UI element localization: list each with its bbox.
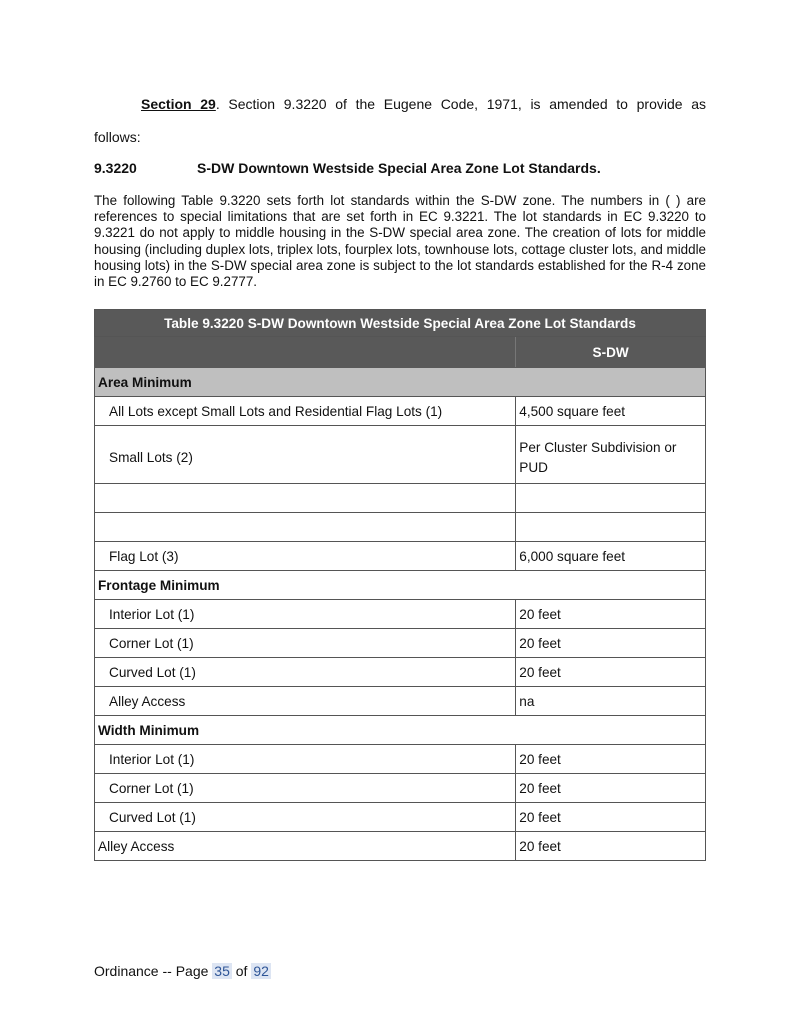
- section-label-width-minimum: Width Minimum: [95, 716, 706, 745]
- section-title: S-DW Downtown Westside Special Area Zone Lot Standards.: [197, 160, 601, 176]
- row-label: Curved Lot (1): [95, 803, 516, 832]
- row-label: [95, 484, 516, 513]
- column-header-sdw: S-DW: [516, 337, 706, 368]
- table-section-row: [95, 368, 706, 397]
- table-row-empty: [95, 484, 706, 513]
- intro-line-2: follows:: [94, 129, 141, 145]
- row-label: Alley Access: [95, 687, 516, 716]
- page-footer: [94, 963, 271, 979]
- table-row: [95, 542, 706, 571]
- row-label: [95, 513, 516, 542]
- row-value: 20 feet: [516, 803, 706, 832]
- row-label: Corner Lot (1): [95, 629, 516, 658]
- row-label: Curved Lot (1): [95, 658, 516, 687]
- body-paragraph: The following Table 9.3220 sets forth lot standards within the S-DW zone. The numbers in ( ) are references to special limitations that are set forth in EC 9.3221. The lot standards in EC 9.3220 to 9.3221 do not apply to middle housing in the S-DW special area zone. The creation of lots for middle housing (including duplex lots, triplex lots, fourplex lots, townhouse lots, cottage cluster lots, and middle housing lots) in the S-DW special area zone is subject to the lot standards established for the R-4 zone in EC 9.2760 to EC 9.2777.: [94, 193, 706, 290]
- section-label-frontage-minimum: Frontage Minimum: [95, 571, 706, 600]
- intro-text: [94, 94, 706, 147]
- row-value: [516, 484, 706, 513]
- table-row: [95, 803, 706, 832]
- table-row: [95, 774, 706, 803]
- table-section-row: [95, 571, 706, 600]
- row-label: Small Lots (2): [95, 426, 516, 484]
- row-value: 20 feet: [516, 658, 706, 687]
- lot-standards-table: [94, 309, 706, 861]
- section-heading: [94, 160, 601, 176]
- table-row: [95, 687, 706, 716]
- footer-page-number: 35: [214, 963, 230, 979]
- row-value: na: [516, 687, 706, 716]
- table-row: [95, 629, 706, 658]
- footer-of: of: [235, 963, 248, 979]
- row-label: Flag Lot (3): [95, 542, 516, 571]
- row-label: Alley Access: [95, 832, 516, 861]
- row-value: 6,000 square feet: [516, 542, 706, 571]
- row-value: 20 feet: [516, 774, 706, 803]
- footer-total-pages: 92: [253, 963, 269, 979]
- section-number: 9.3220: [94, 160, 137, 176]
- column-header-blank: [95, 337, 516, 368]
- table-row: [95, 397, 706, 426]
- section-label: Section 29: [141, 96, 216, 112]
- section-label-area-minimum: Area Minimum: [95, 368, 706, 397]
- table-section-row: [95, 716, 706, 745]
- row-label: Interior Lot (1): [95, 600, 516, 629]
- row-label: Corner Lot (1): [95, 774, 516, 803]
- row-label: All Lots except Small Lots and Residential Flag Lots (1): [95, 397, 516, 426]
- intro-line-1: [94, 94, 706, 114]
- table-row: [95, 832, 706, 861]
- row-value: 20 feet: [516, 745, 706, 774]
- table-row: [95, 600, 706, 629]
- row-value: [516, 513, 706, 542]
- row-value: 20 feet: [516, 600, 706, 629]
- intro-line-1-rest: . Section 9.3220 of the Eugene Code, 1971, is amended to provide as: [215, 96, 707, 112]
- table-row-empty: [95, 513, 706, 542]
- row-label: Interior Lot (1): [95, 745, 516, 774]
- table-row: [95, 745, 706, 774]
- row-value: Per Cluster Subdivision or PUD: [516, 426, 706, 484]
- table-column-header-row: [95, 337, 706, 368]
- table-title-row: [95, 310, 706, 337]
- row-value: 20 feet: [516, 832, 706, 861]
- table-row: [95, 426, 706, 484]
- table-title: Table 9.3220 S-DW Downtown Westside Special Area Zone Lot Standards: [95, 310, 706, 337]
- table-row: [95, 658, 706, 687]
- row-value: 4,500 square feet: [516, 397, 706, 426]
- row-value: 20 feet: [516, 629, 706, 658]
- footer-prefix: Ordinance -- Page: [94, 963, 209, 979]
